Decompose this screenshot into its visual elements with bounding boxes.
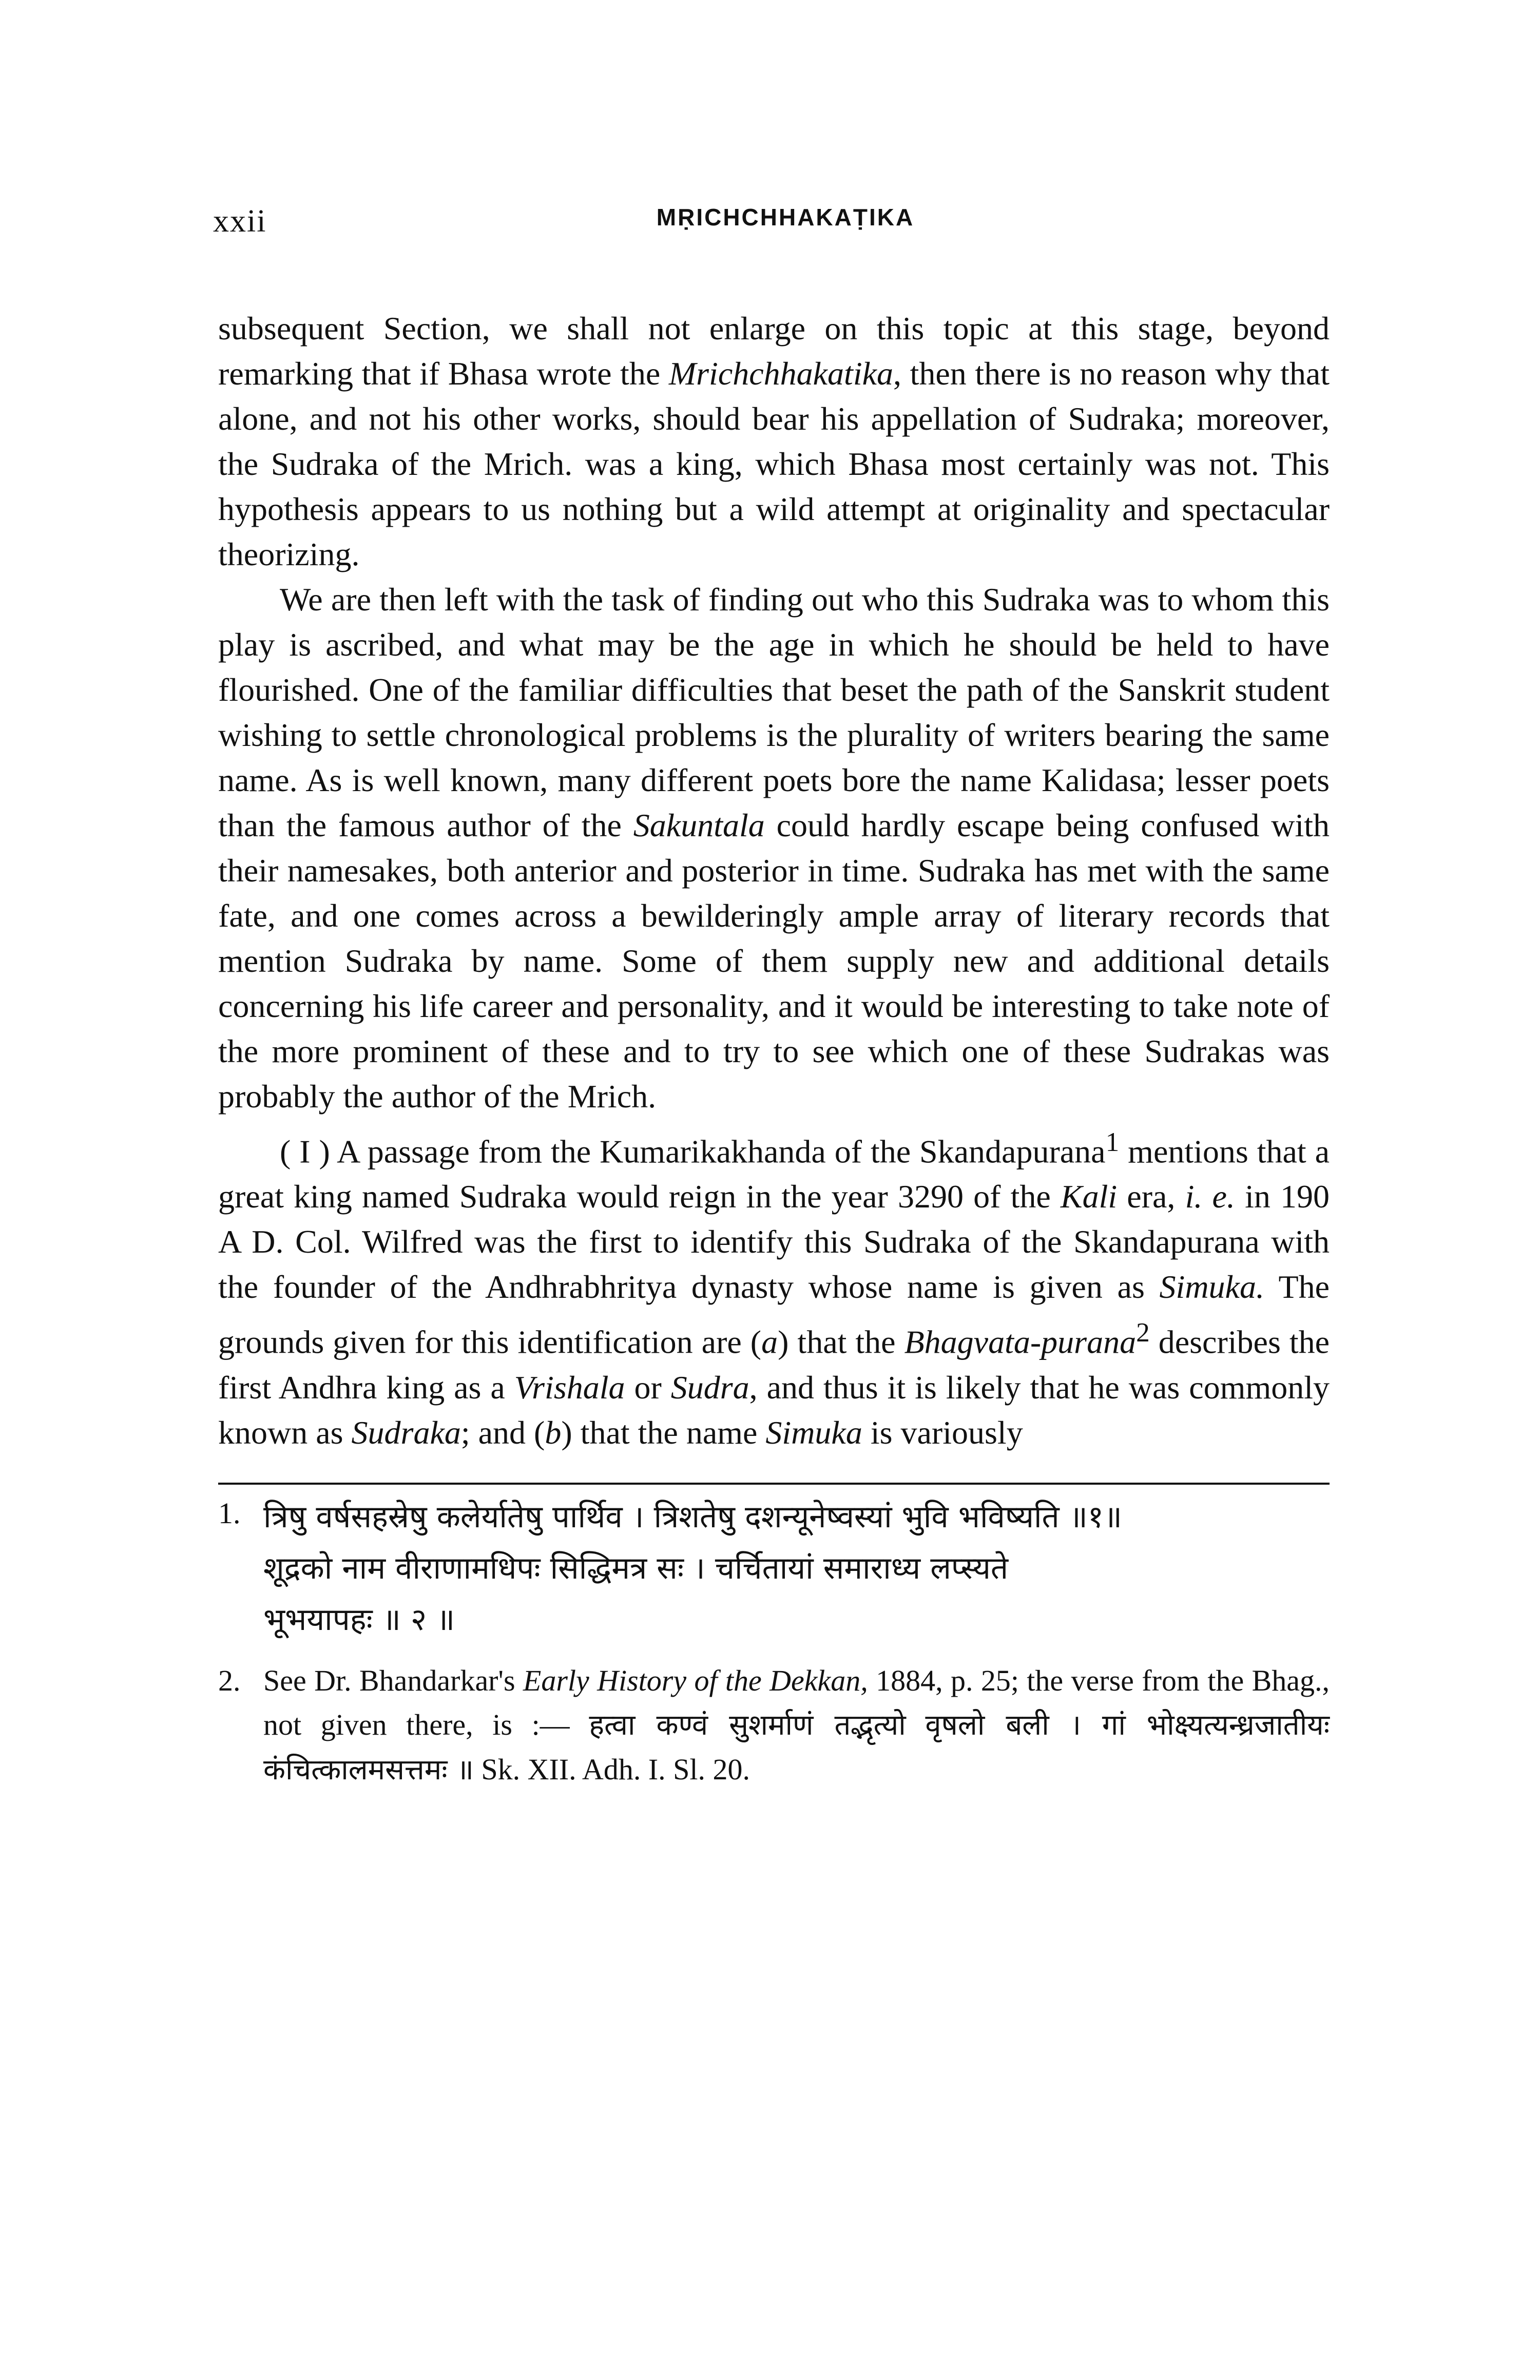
text-run: The grounds given for this identification are ( (218, 1269, 1330, 1360)
text-run: Sk. XII. Adh. I. Sl. 20. (473, 1753, 750, 1786)
text-run: We are then left with the task of finding out who this Sudraka was to whom this play is ascribed, and what may be the age in which he should be held to have flourished. One of the familiar difficulties that beset the path of the Sanskrit student wishing to settle chronological problems is the plurality of writers bearing the same name. As is well known, many different poets bore the name Kalidasa; lesser poets than the famous author of the (218, 581, 1330, 843)
italic-term: a (761, 1323, 778, 1360)
paragraph-2 (218, 577, 1330, 1119)
italic-term: Sudra (670, 1369, 749, 1406)
footnote-ref: 2 (1136, 1317, 1150, 1348)
paragraph-1 (218, 306, 1330, 577)
text-run: 1884, p. 25; the verse from the Bhag., not given there, is :— (263, 1664, 1330, 1741)
text-run: is variously (862, 1414, 1023, 1451)
sanskrit-verse-line: शूद्रको नाम वीराणामधिपः सिद्धिमत्र सः । चर्चितायां समाराध्य लप्स्यते (263, 1550, 1009, 1586)
sanskrit-verse: वृषलो बली । गां भोक्ष्यत्यन्ध्रजातीयः कंचित्कालमसत्तमः ॥ (263, 1709, 1330, 1787)
text-run: ) that the name (561, 1414, 766, 1451)
text-run: describes the first Andhra king as a (218, 1323, 1330, 1406)
page-number: xxii (213, 204, 267, 239)
page-header (0, 203, 1540, 239)
text-run: , and thus it is likely that he was commonly known as (218, 1369, 1330, 1451)
sanskrit-verse: हत्वा कण्वं सुशर्माणं तद्भृत्यो (589, 1709, 906, 1742)
italic-term: Bhagvata-purana (904, 1323, 1137, 1360)
italic-term: i. e. (1185, 1178, 1235, 1215)
italic-term: Simuka (765, 1414, 862, 1451)
italic-title: Sakuntala (633, 807, 765, 843)
italic-title: Mrichchhakatika (668, 355, 893, 392)
paragraph-3 (218, 1119, 1330, 1455)
sanskrit-verse-line: त्रिषु वर्षसहस्रेषु कलेर्यातेषु पार्थिव । त्रिशतेषु दशन्यूनेष्वस्यां भुवि भविष्यति ॥१॥ (263, 1499, 1122, 1535)
footnote-2 (218, 1659, 1330, 1792)
text-run: , then there is no reason why that alone, and not his other works, should bear his appellation of Sudraka; moreover, the Sudraka of the Mrich. was a king, which Bhasa most certainly was not. This hypothesis appears to us nothing but a wild attempt at originality and spectacular theorizing. (218, 355, 1330, 572)
text-run: era, (1117, 1178, 1185, 1215)
sanskrit-verse-line: भूभयापहः ॥ २ ॥ (263, 1602, 455, 1638)
text-run: could hardly escape being confused with their namesakes, both anterior and posterior in time. Sudraka has met with the same fate, and one comes across a bewilderingly ample array of literary records that mention Sudraka by name. Some of them supply new and additional details concerning his life career and personality, and it would be interesting to take note of the more prominent of these and to try to see which one of these Sudrakas was probably the author of the Mrich. (218, 807, 1330, 1115)
italic-term: Vrishala (514, 1369, 625, 1406)
text-run: ) that the (778, 1323, 904, 1360)
italic-term: b (545, 1414, 562, 1451)
text-run: subsequent Section, we shall not enlarge on this topic at this stage, beyond remarking that if Bhasa wrote the (218, 310, 1330, 392)
text-run: ; and ( (460, 1414, 545, 1451)
running-title: MṚICHCHHAKAṬIKA (656, 204, 915, 231)
body-text (218, 306, 1330, 1455)
italic-term: Kali (1060, 1178, 1118, 1215)
italic-book-title: Early History of the Dekkan, (523, 1664, 868, 1697)
footnotes (218, 1491, 1330, 1792)
text-run: in 190 A D. Col. Wilfred was the first to identify this Sudraka of the Skandapurana with the founder of the Andhrabhritya dynasty whose name is given as (218, 1178, 1330, 1306)
text-run: See Dr. Bhandarkar's (263, 1664, 523, 1697)
footnote-number: 1. (218, 1496, 241, 1530)
footnote-ref: 1 (1105, 1126, 1120, 1157)
text-run: ( I ) A passage from the Kumarikakhanda of the Skandapurana (280, 1133, 1106, 1170)
text-run: or (625, 1369, 671, 1406)
italic-term: Simuka. (1159, 1269, 1264, 1306)
italic-term: Sudraka (351, 1414, 461, 1451)
footnote-1 (218, 1491, 1330, 1645)
footnote-number: 2. (218, 1664, 241, 1697)
text-run: mentions that a great king named Sudraka would reign in the year 3290 of the (218, 1133, 1330, 1215)
footnote-rule (218, 1483, 1330, 1485)
